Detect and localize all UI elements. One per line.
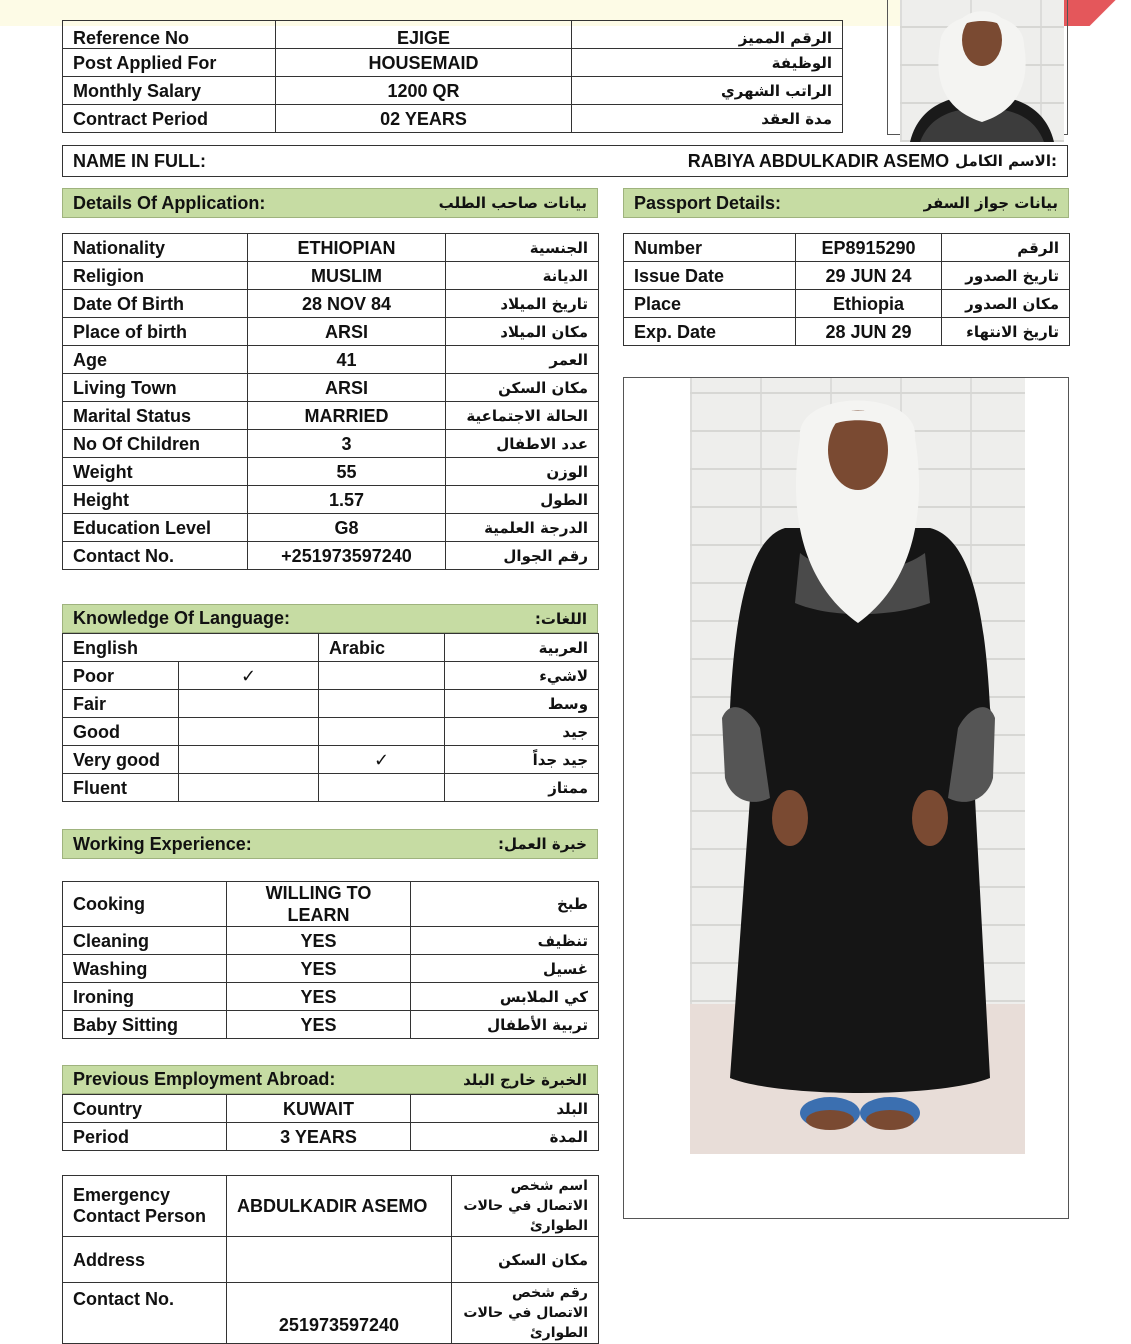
skill-label: Baby Sitting [63, 1011, 227, 1039]
portrait-figure [900, 0, 1064, 142]
table-row [63, 234, 599, 262]
address-label: Address [63, 1237, 227, 1283]
skill-value: YES [227, 1011, 411, 1039]
experience-title: Working Experience: [73, 833, 252, 854]
language-title-ar: اللغات: [534, 609, 587, 628]
row-label: Number [624, 234, 796, 262]
passport-header [623, 188, 1069, 218]
row-label: Contract Period [63, 105, 276, 133]
english-header: English [63, 634, 319, 662]
full-photo [690, 378, 1025, 1154]
row-value: EJIGE [276, 21, 572, 49]
table-row [63, 1011, 599, 1039]
level-label-ar: لاشيء [445, 662, 599, 690]
emergency-table [62, 1175, 599, 1344]
row-label-ar: الدرجة العلمية [446, 514, 599, 542]
full-figure [690, 378, 1025, 1154]
experience-table [62, 881, 599, 1039]
row-label-ar: الوظيفة [572, 49, 843, 77]
row-value: ARSI [248, 374, 446, 402]
row-label-ar: الرقم المميز [572, 21, 843, 49]
row-label: Date Of Birth [63, 290, 248, 318]
row-label-ar: تاريخ الميلاد [446, 290, 599, 318]
row-label: Contact No. [63, 542, 248, 570]
arabic-check [319, 718, 445, 746]
level-label-ar: ممتاز [445, 774, 599, 802]
skill-value: YES [227, 927, 411, 955]
table-row [63, 374, 599, 402]
abroad-title: Previous Employment Abroad: [73, 1069, 336, 1089]
row-label: Age [63, 346, 248, 374]
row-value: 28 NOV 84 [248, 290, 446, 318]
application-title: Details Of Application: [73, 192, 266, 213]
row-value: MARRIED [248, 402, 446, 430]
row-value: 28 JUN 29 [796, 318, 942, 346]
skill-label: Cooking [63, 882, 227, 927]
row-label: Religion [63, 262, 248, 290]
row-label: Place of birth [63, 318, 248, 346]
row-value: 1200 QR [276, 77, 572, 105]
level-label-ar: وسط [445, 690, 599, 718]
table-row [63, 662, 599, 690]
table-row [63, 21, 843, 49]
table-row [63, 318, 599, 346]
application-header [62, 188, 598, 218]
row-value: 3 [248, 430, 446, 458]
row-value: 55 [248, 458, 446, 486]
table-row [63, 458, 599, 486]
table-row [63, 346, 599, 374]
table-row [624, 262, 1070, 290]
arabic-check [319, 774, 445, 802]
row-value: 3 YEARS [227, 1123, 411, 1151]
row-label-ar: الراتب الشهري [572, 77, 843, 105]
row-value: KUWAIT [227, 1095, 411, 1123]
skill-label-ar: تربية الأطفال [411, 1011, 599, 1039]
skill-value: YES [227, 955, 411, 983]
table-row [63, 718, 599, 746]
top-info-table [62, 20, 843, 133]
application-title-ar: بيانات صاحب الطلب [438, 194, 587, 212]
table-row [63, 774, 599, 802]
skill-label-ar: تنظيف [411, 927, 599, 955]
name-value: RABIYA ABDULKADIR ASEMO [687, 150, 950, 171]
row-label-ar: الوزن [446, 458, 599, 486]
row-label: Reference No [63, 21, 276, 49]
table-row [63, 402, 599, 430]
contact-value: 251973597240 [227, 1283, 452, 1344]
row-value: HOUSEMAID [276, 49, 572, 77]
english-check [179, 690, 319, 718]
emergency-person-label-ar: اسم شخص الاتصال في حالات الطوارئ [452, 1176, 599, 1237]
row-value: ETHIOPIAN [248, 234, 446, 262]
emergency-person-value: ABDULKADIR ASEMO [227, 1176, 452, 1237]
table-row [63, 690, 599, 718]
portrait-photo [900, 0, 1064, 142]
address-label-ar: مكان السكن [452, 1237, 599, 1283]
row-label-ar: الحالة الاجتماعية [446, 402, 599, 430]
name-in-full [62, 145, 1068, 177]
table-row [624, 318, 1070, 346]
arabic-header: Arabic [319, 634, 445, 662]
table-row [63, 262, 599, 290]
name-label: NAME IN FULL: [73, 150, 206, 171]
contact-label: Contact No. [63, 1283, 227, 1344]
table-row [63, 514, 599, 542]
level-label: Good [63, 718, 179, 746]
row-label-ar: البلد [411, 1095, 599, 1123]
table-row [63, 634, 599, 662]
name-label-ar: :الاسم الكامل [955, 152, 1057, 170]
row-value: 29 JUN 24 [796, 262, 942, 290]
arabic-check: ✓ [319, 746, 445, 774]
skill-label-ar: طبخ [411, 882, 599, 927]
level-label: Fair [63, 690, 179, 718]
row-label-ar: مكان الصدور [942, 290, 1070, 318]
row-value: 1.57 [248, 486, 446, 514]
table-row [63, 430, 599, 458]
language-title: Knowledge Of Language: [73, 608, 291, 628]
passport-title-ar: بيانات جواز السفر [923, 194, 1058, 212]
row-label: Place [624, 290, 796, 318]
row-label: Weight [63, 458, 248, 486]
row-label-ar: الديانة [446, 262, 599, 290]
table-row [63, 290, 599, 318]
row-value: +251973597240 [248, 542, 446, 570]
emergency-person-label: Emergency Contact Person [63, 1176, 227, 1237]
row-label-ar: رقم الجوال [446, 542, 599, 570]
row-label-ar: الجنسية [446, 234, 599, 262]
row-value: 41 [248, 346, 446, 374]
table-row [624, 290, 1070, 318]
table-row [63, 746, 599, 774]
row-label-ar: العمر [446, 346, 599, 374]
table-row [63, 542, 599, 570]
experience-header [62, 829, 598, 859]
row-value: G8 [248, 514, 446, 542]
table-row [63, 77, 843, 105]
row-label-ar: الرقم [942, 234, 1070, 262]
skill-label-ar: كي الملابس [411, 983, 599, 1011]
table-row [63, 1237, 599, 1283]
row-label: Living Town [63, 374, 248, 402]
table-row [63, 955, 599, 983]
arabic-check [319, 662, 445, 690]
language-header [62, 604, 598, 633]
level-label: Poor [63, 662, 179, 690]
skill-label: Ironing [63, 983, 227, 1011]
address-value [227, 1237, 452, 1283]
row-label-ar: مكان السكن [446, 374, 599, 402]
row-label-ar: عدد الاطفال [446, 430, 599, 458]
row-label-ar: مدة العقد [572, 105, 843, 133]
skill-label-ar: غسيل [411, 955, 599, 983]
row-label: Education Level [63, 514, 248, 542]
row-label: Period [63, 1123, 227, 1151]
row-value: EP8915290 [796, 234, 942, 262]
level-label-ar: جيد [445, 718, 599, 746]
arabic-header-ar: العربية [445, 634, 599, 662]
row-label-ar: المدة [411, 1123, 599, 1151]
row-label: Post Applied For [63, 49, 276, 77]
english-check [179, 774, 319, 802]
table-row [63, 983, 599, 1011]
row-label: Nationality [63, 234, 248, 262]
english-check: ✓ [179, 662, 319, 690]
experience-title-ar: خبرة العمل: [497, 835, 587, 853]
row-label: No Of Children [63, 430, 248, 458]
row-label: Issue Date [624, 262, 796, 290]
language-table [62, 633, 599, 802]
row-label: Country [63, 1095, 227, 1123]
arabic-check [319, 690, 445, 718]
row-value: Ethiopia [796, 290, 942, 318]
row-label-ar: مكان الميلاد [446, 318, 599, 346]
table-row [63, 1123, 599, 1151]
abroad-header [62, 1065, 598, 1094]
row-value: MUSLIM [248, 262, 446, 290]
table-row [63, 927, 599, 955]
row-label: Height [63, 486, 248, 514]
row-label: Marital Status [63, 402, 248, 430]
level-label: Very good [63, 746, 179, 774]
row-label: Exp. Date [624, 318, 796, 346]
abroad-table [62, 1094, 599, 1151]
row-label: Monthly Salary [63, 77, 276, 105]
skill-value: WILLING TO LEARN [227, 882, 411, 927]
row-label-ar: تاريخ الانتهاء [942, 318, 1070, 346]
level-label-ar: جيد جداً [445, 746, 599, 774]
application-table [62, 233, 599, 570]
abroad-title-ar: الخبرة خارج البلد [463, 1070, 587, 1089]
table-row [63, 882, 599, 927]
passport-title: Passport Details: [634, 192, 782, 213]
skill-label: Cleaning [63, 927, 227, 955]
table-row [63, 486, 599, 514]
level-label: Fluent [63, 774, 179, 802]
english-check [179, 718, 319, 746]
table-row [63, 1283, 599, 1344]
row-label-ar: الطول [446, 486, 599, 514]
row-label-ar: تاريخ الصدور [942, 262, 1070, 290]
english-check [179, 746, 319, 774]
passport-table [623, 233, 1070, 346]
table-row [624, 234, 1070, 262]
row-value: ARSI [248, 318, 446, 346]
row-value: 02 YEARS [276, 105, 572, 133]
table-row [63, 1095, 599, 1123]
skill-label: Washing [63, 955, 227, 983]
table-row [63, 105, 843, 133]
table-row [63, 49, 843, 77]
skill-value: YES [227, 983, 411, 1011]
contact-label-ar: رقم شخص الاتصال في حالات الطوارئ [452, 1283, 599, 1344]
table-row [63, 1176, 599, 1237]
corner-mark [1064, 0, 1131, 26]
